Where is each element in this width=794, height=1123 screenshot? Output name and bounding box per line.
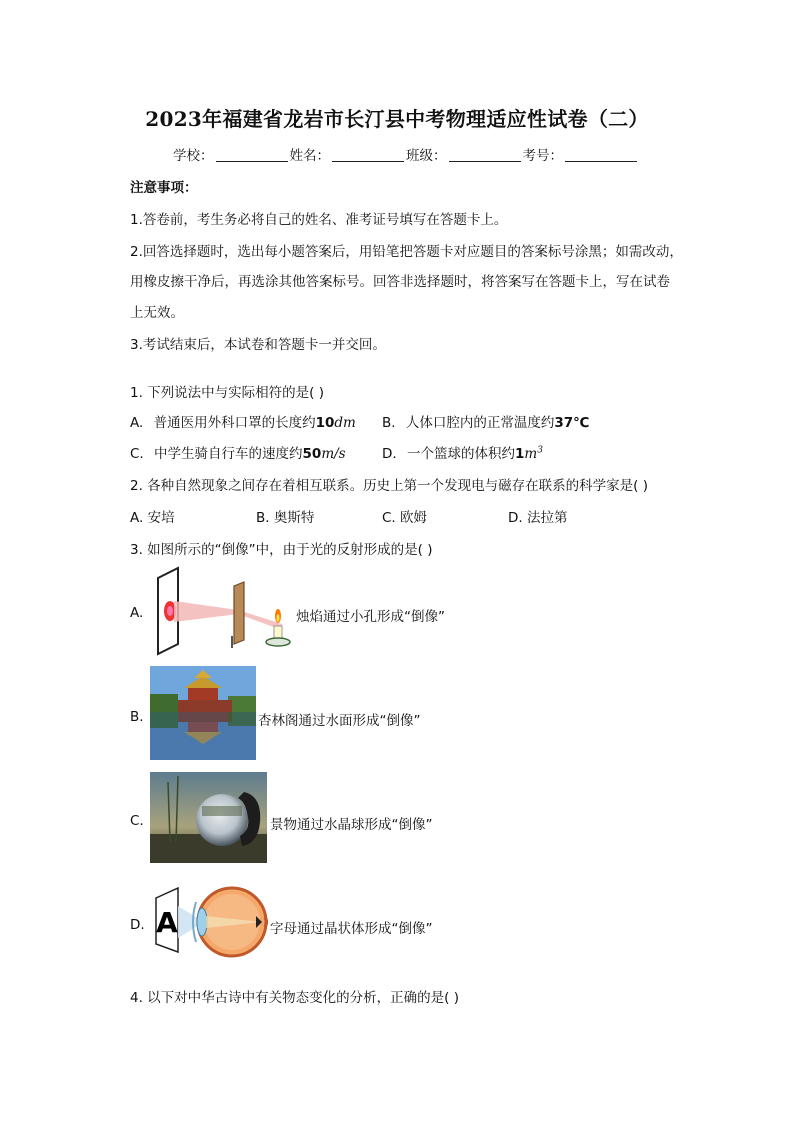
chart-letter-a: A	[156, 906, 178, 939]
option-text: 普通医用外科口罩的长度约	[153, 415, 316, 431]
option-value: 10	[315, 415, 335, 431]
q1-option-c[interactable]	[130, 442, 346, 462]
pinhole-camera-figure	[150, 566, 295, 656]
q1-option-d[interactable]	[382, 442, 543, 462]
option-label: A.	[130, 415, 144, 431]
q3-stem: 3. 如图所示的“倒像”中，由于光的反射形成的是( )	[130, 542, 433, 558]
page-title: 2023年福建省龙岩市长汀县中考物理适应性试卷（二）	[145, 107, 649, 131]
q1-stem: 1. 下列说法中与实际相符的是( )	[130, 385, 324, 401]
school-blank[interactable]	[216, 147, 288, 162]
option-value: 37℃	[554, 415, 590, 431]
q1-option-a[interactable]	[130, 411, 356, 431]
option-unit: dm	[334, 415, 356, 431]
note-2-line-2: 用橡皮擦干净后，再选涂其他答案标号。回答非选择题时，将答案写在答题卡上，写在试卷	[130, 274, 670, 290]
note-3: 3.考试结束后，本试卷和答题卡一并交回。	[130, 337, 386, 353]
option-superscript: 3	[537, 445, 543, 456]
q3-option-c-label[interactable]: C.	[130, 813, 144, 829]
name-label: 姓名：	[289, 148, 330, 164]
number-blank[interactable]	[565, 147, 637, 162]
option-label: C.	[130, 446, 144, 462]
q3-option-a-caption: 烛焰通过小孔形成“倒像”	[296, 609, 445, 625]
q3-option-c-caption: 景物通过水晶球形成“倒像”	[270, 817, 433, 833]
class-blank[interactable]	[449, 147, 521, 162]
option-text: 中学生骑自行车的速度约	[154, 446, 303, 462]
option-unit: m	[524, 446, 538, 462]
q1-option-b[interactable]	[382, 411, 590, 431]
q3-option-d-label[interactable]: D.	[130, 917, 145, 933]
crystal-ball-photo	[150, 772, 267, 863]
q2-option-c[interactable]: C. 欧姆	[382, 510, 428, 526]
q3-option-b-label[interactable]: B.	[130, 709, 144, 725]
school-label: 学校：	[173, 148, 214, 164]
note-2-line-1: 2.回答选择题时，选出每小题答案后，用铅笔把答题卡对应题目的答案标号涂黑；如需改动，	[130, 244, 683, 260]
q3-option-d-caption: 字母通过晶状体形成“倒像”	[270, 921, 433, 937]
note-1: 1.答卷前，考生务必将自己的姓名、准考证号填写在答题卡上。	[130, 212, 508, 228]
q3-option-b-caption: 杏林阁通过水面形成“倒像”	[258, 713, 421, 729]
q2-option-d[interactable]: D. 法拉第	[508, 510, 568, 526]
q3-option-a-label[interactable]: A.	[130, 605, 144, 621]
option-label: D.	[382, 446, 397, 462]
option-text: 人体口腔内的正常温度约	[405, 415, 555, 431]
option-value: 1	[514, 446, 525, 462]
option-value: 50	[302, 446, 322, 462]
note-2-line-3: 上无效。	[130, 305, 184, 321]
class-label: 班级：	[406, 148, 447, 164]
q2-stem: 2. 各种自然现象之间存在着相互联系。历史上第一个发现电与磁存在联系的科学家是( )	[130, 478, 648, 494]
eye-lens-diagram	[152, 882, 268, 962]
option-label: B.	[382, 415, 396, 431]
q2-option-b[interactable]: B. 奥斯特	[256, 510, 315, 526]
notes-heading: 注意事项：	[130, 180, 198, 196]
option-unit: m/s	[321, 446, 346, 462]
option-text: 一个篮球的体积约	[406, 446, 515, 462]
number-label: 考号：	[522, 148, 563, 164]
pavilion-reflection-photo	[150, 666, 256, 760]
q2-option-a[interactable]: A. 安培	[130, 510, 175, 526]
student-info-row	[173, 144, 639, 164]
q4-stem: 4. 以下对中华古诗中有关物态变化的分析，正确的是( )	[130, 990, 459, 1006]
name-blank[interactable]	[332, 147, 404, 162]
